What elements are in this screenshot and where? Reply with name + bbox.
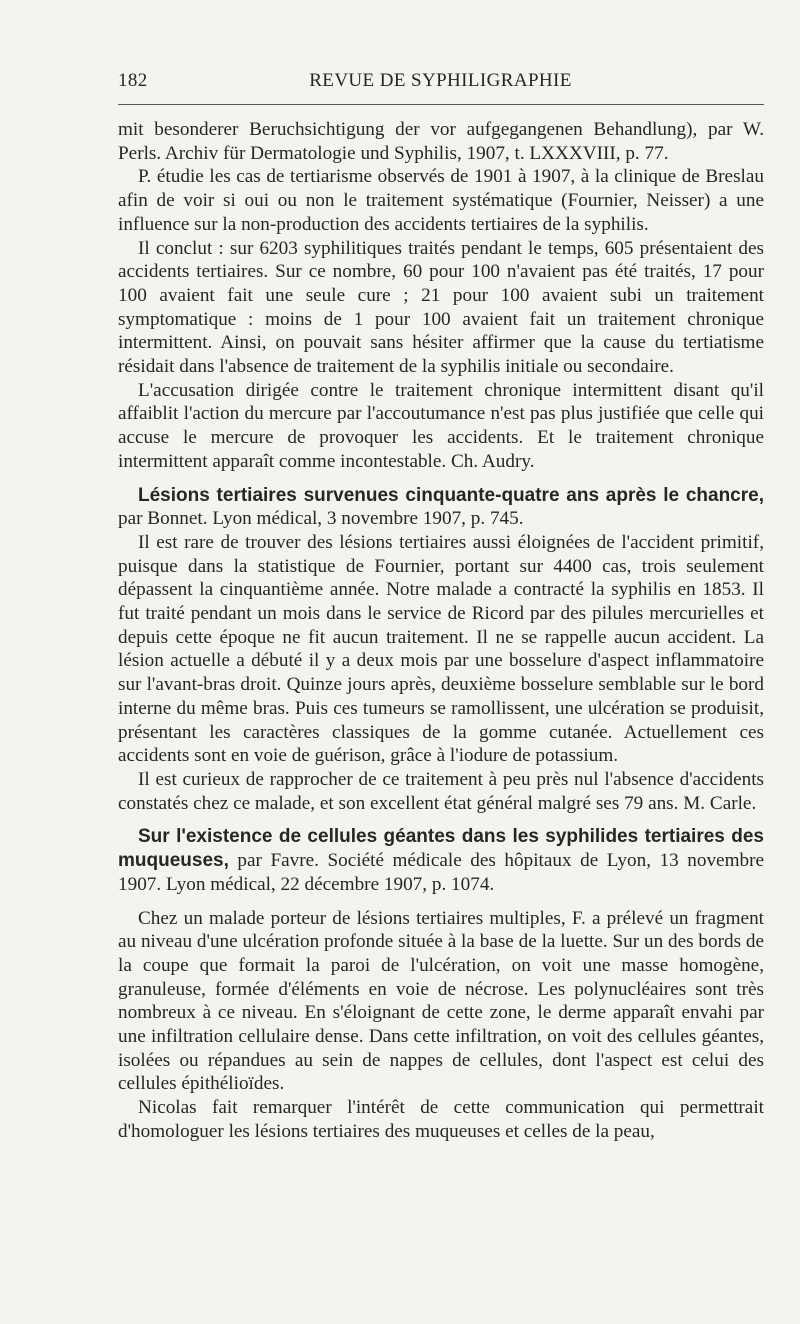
paragraph: Nicolas fait remarquer l'intérêt de cette communication qui permettrait d'homologuer les lésions tertiaires des muqueuses et celles de la peau, xyxy=(118,1097,764,1142)
running-title: REVUE DE SYPHILIGRAPHIE xyxy=(309,70,572,91)
article-citation: par Favre. Société médicale des hôpitaux de Lyon, 13 novembre 1907. Lyon médical, 22 décembre 1907, p. 1074. xyxy=(118,850,764,895)
article-body xyxy=(118,118,764,1144)
header-rule xyxy=(118,104,764,105)
page-number: 182 xyxy=(118,70,148,91)
paragraph: Il conclut : sur 6203 syphilitiques traités pendant le temps, 605 présentaient des accidents tertiaires. Sur ce nombre, 60 pour 100 n'avaient pas été traités, 17 pour 100 avaient fait une seule cure ; 21 pour 100 avaient subi un traitement symptomatique : moins de 1 pour 100 avaient fait un traitement chronique intermittent. Ainsi, on pouvait sans hésiter affirmer que la cause du tertiatisme résidait dans l'absence de traitement de la syphilis initiale ou secondaire. xyxy=(118,237,764,378)
paragraph: Il est rare de trouver des lésions tertiaires aussi éloignées de l'accident primitif, puisque dans la statistique de Fournier, portant sur 4400 cas, trois seulement dépassent la cinquantième année. Notre malade a contracté la syphilis en 1853. Il fut traité pendant un mois dans le service de Ricord par des pilules mercurielles et depuis cette époque ne fit aucun traitement. Il ne se rappelle aucun accident. La lésion actuelle a débuté il y a deux mois par une bosselure d'aspect inflammatoire sur l'avant-bras droit. Quinze jours après, deuxième bosselure semblable sur le bord interne du même bras. Puis ces tumeurs se ramollissent, une ulcération se produisit, présentant les caractères classiques de la gomme cutanée. Actuellement ces accidents sont en voie de guérison, grâce à l'iodure de potassium. xyxy=(118,531,764,767)
article-citation: par Bonnet. Lyon médical, 3 novembre 1907, p. 745. xyxy=(118,508,524,530)
paragraph: Il est curieux de rapprocher de ce traitement à peu près nul l'absence d'accidents constatés chez ce malade, et son excellent état général malgré ses 79 ans. M. Carle. xyxy=(118,768,764,814)
paragraph: Chez un malade porteur de lésions tertiaires multiples, F. a prélevé un fragment au niveau d'une ulcération profonde située à la base de la luette. Sur un des bords de la coupe que formait la paroi de l'ulcération, on voit une masse homogène, granuleuse, formée d'éléments en voie de nécrose. Les polynucléaires sont très nombreux à ce niveau. En s'éloignant de cette zone, le derme apparaît envahi par une infiltration cellulaire dense. Dans cette infiltration, on voit des cellules géantes, isolées ou répandues au sein de nappes de cellules, dont l'aspect est celui des cellules épithélioïdes. xyxy=(118,907,764,1095)
article-heading-paragraph xyxy=(118,825,764,896)
paragraph: P. étudie les cas de tertiarisme observés de 1901 à 1907, à la clinique de Breslau afin de voir si oui ou non le traitement systématique (Fournier, Neisser) a une influence sur la non-production des accidents tertiaires de la syphilis. xyxy=(118,166,764,235)
article-title: Lésions tertiaires survenues cinquante-quatre ans après le chancre, xyxy=(138,484,764,506)
article-title: Sur l'existence de cellules géantes dans les syphilides tertiaires des muqueuses, xyxy=(118,826,764,872)
article-heading-paragraph xyxy=(118,484,764,531)
page-header xyxy=(118,70,763,100)
paragraph: mit besonderer Beruchsichtigung der vor aufgegangenen Behandlung), par W. Perls. Archiv für Dermatologie und Syphilis, 1907, t. LXXXVIII, p. 77. xyxy=(118,119,764,164)
paragraph: L'accusation dirigée contre le traitement chronique intermittent disant qu'il affaiblit l'action du mercure par l'accoutumance n'est pas plus justifiée que celle qui accuse le mercure de provoquer les accidents. Et le traitement chronique intermittent apparaît comme incontestable. Ch. Audry. xyxy=(118,379,764,472)
